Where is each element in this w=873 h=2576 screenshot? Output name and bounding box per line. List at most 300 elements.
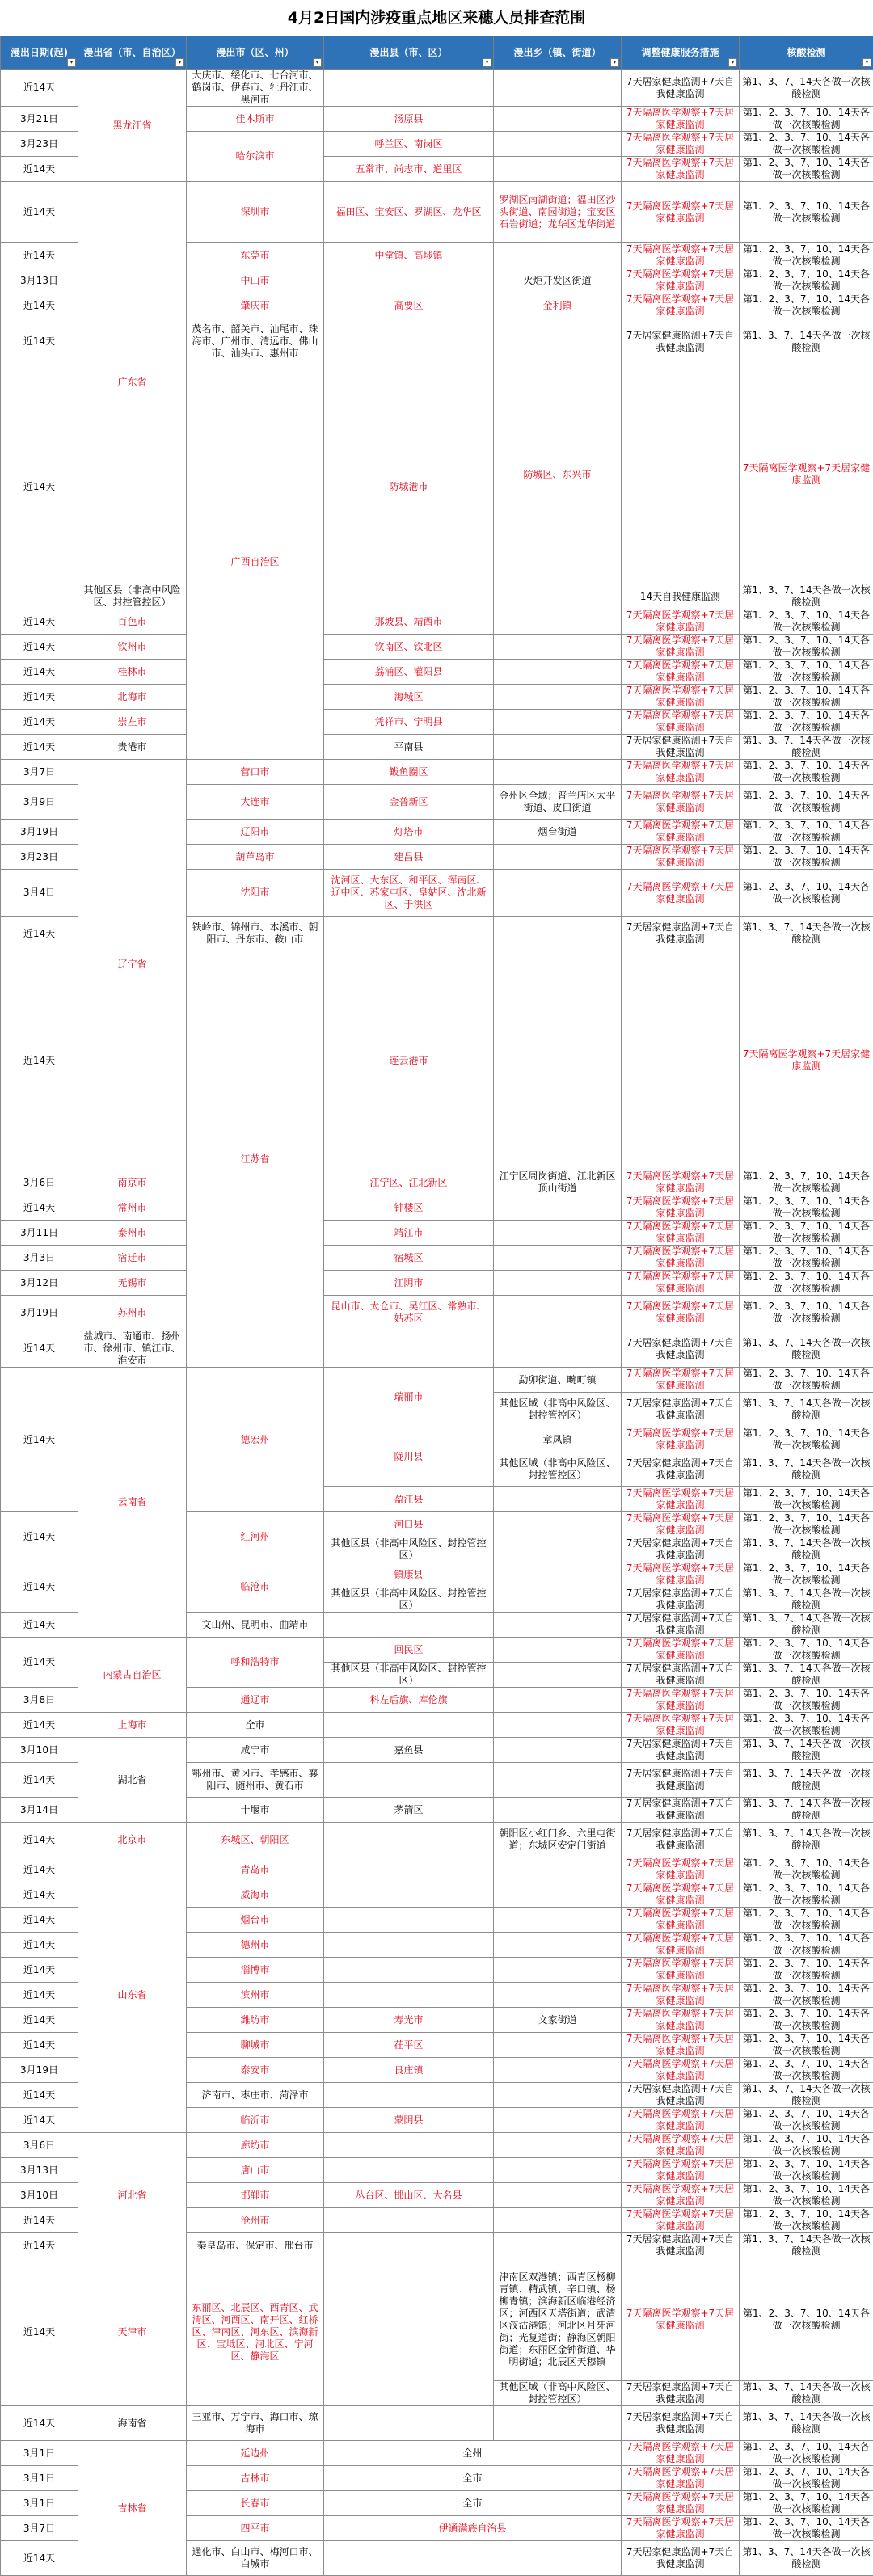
table-cell[interactable]: 中堂镇、高埗镇 [324,243,494,268]
table-cell[interactable]: 泰州市 [78,1221,187,1246]
table-cell[interactable]: 吉林省 [78,2441,187,2576]
header-cell[interactable] [1,36,78,70]
table-cell[interactable]: 三亚市、万宁市、海口市、琼海市 [187,2406,324,2441]
table-cell[interactable]: 第1、2、3、7、10、14天各做一次核酸检测 [740,1882,873,1908]
table-cell[interactable]: 那坡县、靖西市 [324,609,494,635]
table-cell[interactable]: 盐城市、南通市、扬州市、徐州市、镇江市、淮安市 [78,1330,187,1368]
table-cell[interactable]: 近14天 [1,157,78,182]
table-cell[interactable]: 红河州 [187,1512,324,1562]
table-cell[interactable]: 通化市、白山市、梅河口市、白城市 [187,2541,324,2576]
table-cell[interactable]: 常州市 [78,1195,187,1221]
table-cell[interactable]: 7天隔离医学观察+7天居家健康监测 [622,1713,740,1738]
table-cell[interactable]: 近14天 [1,917,78,951]
table-cell[interactable]: 临沂市 [187,2108,324,2133]
table-cell[interactable]: 7天居家健康监测+7天自我健康监测 [622,1452,740,1487]
table-cell[interactable]: 近14天 [1,1823,78,1857]
table-cell[interactable]: 近14天 [1,2033,78,2058]
table-cell[interactable]: 其他区县（非高中风险区、封控管控区） [78,584,187,609]
table-cell[interactable] [494,2083,622,2108]
table-cell[interactable]: 7天隔离医学观察+7天居家健康监测 [622,1983,740,2008]
table-cell[interactable]: 第1、3、7、14天各做一次核酸检测 [740,1587,873,1613]
table-cell[interactable]: 第1、3、7、14天各做一次核酸检测 [740,1613,873,1638]
table-cell[interactable]: 黑龙江省 [78,70,187,182]
table-cell[interactable]: 7天隔离医学观察+7天居家健康监测 [622,107,740,132]
table-cell[interactable]: 沈河区、大东区、和平区、浑南区、辽中区、苏家屯区、皇姑区、沈北新区、于洪区 [324,870,494,917]
table-cell[interactable]: 防城港市 [324,365,494,609]
table-cell[interactable]: 其他区县（非高中风险区、封控管控区） [324,1537,494,1562]
table-cell[interactable]: 勐卯街道、畹町镇 [494,1368,622,1393]
table-cell[interactable]: 7天隔离医学观察+7天居家健康监测 [622,1688,740,1713]
table-cell[interactable]: 近14天 [1,182,78,243]
table-cell[interactable]: 近14天 [1,1638,78,1688]
table-cell[interactable]: 7天隔离医学观察+7天居家健康监测 [622,1221,740,1246]
table-cell[interactable]: 第1、3、7、14天各做一次核酸检测 [740,1452,873,1487]
table-cell[interactable] [494,1587,622,1613]
table-cell[interactable]: 第1、2、3、7、10、14天各做一次核酸检测 [740,1983,873,2008]
table-cell[interactable] [494,1638,622,1663]
table-cell[interactable]: 第1、2、3、7、10、14天各做一次核酸检测 [740,2008,873,2033]
table-cell[interactable]: 陇川县 [324,1427,494,1487]
table-cell[interactable] [494,2058,622,2083]
table-cell[interactable]: 文家街道 [494,2008,622,2033]
table-cell[interactable]: 7天居家健康监测+7天自我健康监测 [622,735,740,760]
table-cell[interactable]: 崇左市 [78,710,187,735]
table-cell[interactable]: 汤原县 [324,107,494,132]
table-cell[interactable] [494,735,622,760]
table-cell[interactable]: 近14天 [1,318,78,365]
header-cell[interactable] [494,36,622,70]
table-cell[interactable]: 第1、2、3、7、10、14天各做一次核酸检测 [740,1368,873,1393]
table-cell[interactable]: 7天隔离医学观察+7天居家健康监测 [622,2183,740,2208]
table-cell[interactable]: 苏州市 [78,1296,187,1330]
table-cell[interactable]: 7天隔离医学观察+7天居家健康监测 [622,182,740,243]
table-cell[interactable]: 盈江县 [324,1487,494,1512]
table-cell[interactable]: 防城区、东兴市 [494,365,622,584]
table-cell[interactable]: 第1、2、3、7、10、14天各做一次核酸检测 [740,785,873,820]
table-cell[interactable]: 7天隔离医学观察+7天居家健康监测 [622,2491,740,2516]
table-cell[interactable]: 第1、2、3、7、10、14天各做一次核酸检测 [740,1713,873,1738]
table-cell[interactable]: 7天隔离医学观察+7天居家健康监测 [622,2108,740,2133]
table-cell[interactable]: 近14天 [1,2083,78,2108]
table-cell[interactable] [494,710,622,735]
table-cell[interactable]: 铁岭市、锦州市、本溪市、朝阳市、丹东市、鞍山市 [187,917,324,951]
table-cell[interactable]: 第1、2、3、7、10、14天各做一次核酸检测 [740,2258,873,2381]
table-cell[interactable]: 第1、3、7、14天各做一次核酸检测 [740,1798,873,1823]
table-cell[interactable]: 7天隔离医学观察+7天居家健康监测 [740,365,873,584]
table-cell[interactable]: 7天隔离医学观察+7天居家健康监测 [622,845,740,870]
table-cell[interactable]: 7天居家健康监测+7天自我健康监测 [622,1537,740,1562]
table-cell[interactable]: 7天隔离医学观察+7天居家健康监测 [622,1296,740,1330]
table-cell[interactable]: 沈阳市 [187,870,324,917]
table-cell[interactable]: 近14天 [1,2208,78,2233]
table-cell[interactable] [324,2208,494,2233]
table-cell[interactable]: 桂林市 [78,660,187,685]
table-cell[interactable]: 7天居家健康监测+7天自我健康监测 [622,1393,740,1427]
table-cell[interactable]: 第1、3、7、14天各做一次核酸检测 [740,2541,873,2576]
table-cell[interactable]: 近14天 [1,1368,78,1512]
table-cell[interactable]: 7天隔离医学观察+7天居家健康监测 [622,1195,740,1221]
table-cell[interactable]: 7天隔离医学观察+7天居家健康监测 [622,820,740,845]
table-cell[interactable]: 第1、2、3、7、10、14天各做一次核酸检测 [740,157,873,182]
table-cell[interactable]: 聊城市 [187,2033,324,2058]
table-cell[interactable]: 近14天 [1,710,78,735]
table-cell[interactable] [494,107,622,132]
table-cell[interactable]: 第1、3、7、14天各做一次核酸检测 [740,584,873,609]
table-cell[interactable] [494,635,622,660]
table-cell[interactable] [494,1221,622,1246]
table-cell[interactable]: 第1、2、3、7、10、14天各做一次核酸检测 [740,2133,873,2158]
table-cell[interactable]: 7天隔离医学观察+7天居家健康监测 [622,1170,740,1195]
table-cell[interactable]: 近14天 [1,70,78,107]
table-cell[interactable]: 东城区、朝阳区 [187,1823,324,1857]
table-cell[interactable]: 第1、3、7、14天各做一次核酸检测 [740,1763,873,1798]
table-cell[interactable] [494,609,622,635]
table-cell[interactable]: 第1、2、3、7、10、14天各做一次核酸检测 [740,1562,873,1587]
table-cell[interactable]: 长春市 [187,2491,324,2516]
filter-dropdown-icon[interactable]: ▾ [728,58,737,67]
table-cell[interactable]: 东莞市 [187,243,324,268]
table-cell[interactable] [324,1908,494,1933]
table-cell[interactable]: 江阴市 [324,1271,494,1296]
table-cell[interactable]: 嘉鱼县 [324,1738,494,1763]
table-cell[interactable]: 7天隔离医学观察+7天居家健康监测 [622,2033,740,2058]
table-cell[interactable]: 第1、2、3、7、10、14天各做一次核酸检测 [740,182,873,243]
table-cell[interactable] [494,1763,622,1798]
table-cell[interactable]: 7天隔离医学观察+7天居家健康监测 [622,2058,740,2083]
table-cell[interactable]: 3月19日 [1,820,78,845]
table-cell[interactable]: 钦南区、钦北区 [324,635,494,660]
table-cell[interactable]: 其他区域（非高中风险区、封控管控区） [494,2381,622,2406]
table-cell[interactable]: 第1、2、3、7、10、14天各做一次核酸检测 [740,132,873,157]
table-cell[interactable] [494,1246,622,1271]
table-cell[interactable]: 第1、2、3、7、10、14天各做一次核酸检测 [740,268,873,293]
table-cell[interactable]: 茅箭区 [324,1798,494,1823]
table-cell[interactable]: 3月11日 [1,1221,78,1246]
table-cell[interactable]: 良庄镇 [324,2058,494,2083]
header-cell[interactable] [324,36,494,70]
table-cell[interactable]: 其他区县（非高中风险区、封控管控区） [324,1663,494,1688]
table-cell[interactable]: 近14天 [1,609,78,635]
table-cell[interactable]: 3月9日 [1,785,78,820]
table-cell[interactable]: 近14天 [1,2541,78,2576]
table-cell[interactable]: 近14天 [1,2008,78,2033]
table-cell[interactable]: 金利镇 [494,293,622,318]
table-cell[interactable]: 近14天 [1,1933,78,1958]
table-cell[interactable]: 7天隔离医学观察+7天居家健康监测 [622,710,740,735]
table-cell[interactable] [494,318,622,365]
table-cell[interactable]: 辽阳市 [187,820,324,845]
table-cell[interactable]: 第1、3、7、14天各做一次核酸检测 [740,1738,873,1763]
table-cell[interactable]: 全市 [187,1713,324,1738]
table-cell[interactable]: 滨州市 [187,1983,324,2008]
table-cell[interactable]: 近14天 [1,1882,78,1908]
table-cell[interactable]: 福田区、宝安区、罗湖区、龙华区 [324,182,494,243]
table-cell[interactable]: 7天居家健康监测+7天自我健康监测 [622,2406,740,2441]
table-cell[interactable]: 平南县 [324,735,494,760]
table-cell[interactable]: 第1、2、3、7、10、14天各做一次核酸检测 [740,2108,873,2133]
table-cell[interactable]: 第1、2、3、7、10、14天各做一次核酸检测 [740,2491,873,2516]
table-cell[interactable] [494,685,622,710]
table-cell[interactable]: 7天隔离医学观察+7天居家健康监测 [622,293,740,318]
table-cell[interactable]: 科左后旗、库伦旗 [324,1688,494,1713]
table-cell[interactable]: 第1、2、3、7、10、14天各做一次核酸检测 [740,2033,873,2058]
table-cell[interactable]: 第1、2、3、7、10、14天各做一次核酸检测 [740,685,873,710]
table-cell[interactable]: 7天居家健康监测+7天自我健康监测 [622,1330,740,1368]
table-cell[interactable] [324,1983,494,2008]
table-cell[interactable]: 7天居家健康监测+7天自我健康监测 [622,2233,740,2258]
table-cell[interactable]: 第1、3、7、14天各做一次核酸检测 [740,2083,873,2108]
table-cell[interactable]: 罗湖区南湖街道；福田区沙头街道、南园街道；宝安区石岩街道；龙华区龙华街道 [494,182,622,243]
table-cell[interactable]: 营口市 [187,760,324,785]
table-cell[interactable]: 第1、2、3、7、10、14天各做一次核酸检测 [740,243,873,268]
table-cell[interactable]: 7天居家健康监测+7天自我健康监测 [622,917,740,951]
table-cell[interactable]: 第1、2、3、7、10、14天各做一次核酸检测 [740,710,873,735]
table-cell[interactable]: 7天隔离医学观察+7天居家健康监测 [622,1882,740,1908]
table-cell[interactable]: 第1、3、7、14天各做一次核酸检测 [740,2233,873,2258]
table-cell[interactable]: 7天隔离医学观察+7天居家健康监测 [622,635,740,660]
table-cell[interactable]: 无锡市 [78,1271,187,1296]
table-cell[interactable]: 7天隔离医学观察+7天居家健康监测 [622,1933,740,1958]
table-cell[interactable]: 7天隔离医学观察+7天居家健康监测 [622,157,740,182]
table-cell[interactable]: 五常市、尚志市、道里区 [324,157,494,182]
table-cell[interactable]: 钦州市 [78,635,187,660]
table-cell[interactable]: 7天隔离医学观察+7天居家健康监测 [622,132,740,157]
table-cell[interactable] [494,917,622,951]
table-cell[interactable]: 7天居家健康监测+7天自我健康监测 [622,1823,740,1857]
table-cell[interactable]: 7天隔离医学观察+7天居家健康监测 [622,243,740,268]
table-cell[interactable]: 河北省 [78,2133,187,2258]
table-cell[interactable]: 7天隔离医学观察+7天居家健康监测 [622,2441,740,2466]
table-cell[interactable]: 威海市 [187,1882,324,1908]
table-cell[interactable]: 第1、2、3、7、10、14天各做一次核酸检测 [740,1857,873,1882]
table-cell[interactable] [494,870,622,917]
table-cell[interactable]: 镇康县 [324,1562,494,1587]
table-cell[interactable]: 3月19日 [1,1296,78,1330]
table-cell[interactable]: 近14天 [1,735,78,760]
table-cell[interactable] [494,1958,622,1983]
table-cell[interactable]: 金普新区 [324,785,494,820]
table-cell[interactable]: 丛台区、邯山区、大名县 [324,2183,494,2208]
table-cell[interactable]: 东丽区、北辰区、西青区、武清区、河西区、南开区、红桥区、津南区、河东区、滨海新区、宝坻区、河北区、宁河区、静海区 [187,2258,324,2406]
table-cell[interactable]: 7天居家健康监测+7天自我健康监测 [622,70,740,107]
table-cell[interactable] [324,1882,494,1908]
table-cell[interactable]: 河口县 [324,1512,494,1537]
table-cell[interactable]: 第1、3、7、14天各做一次核酸检测 [740,1823,873,1857]
table-cell[interactable]: 7天居家健康监测+7天自我健康监测 [622,1613,740,1638]
table-cell[interactable]: 北京市 [78,1823,187,1857]
table-cell[interactable] [494,70,622,107]
table-cell[interactable] [494,1688,622,1713]
table-cell[interactable] [494,2133,622,2158]
table-cell[interactable]: 其他区县（非高中风险区、封控管控区） [324,1587,494,1613]
header-cell[interactable] [740,36,873,70]
table-cell[interactable]: 7天隔离医学观察+7天居家健康监测 [622,609,740,635]
table-cell[interactable]: 3月14日 [1,1798,78,1823]
table-cell[interactable]: 第1、2、3、7、10、14天各做一次核酸检测 [740,1195,873,1221]
table-cell[interactable]: 7天隔离医学观察+7天居家健康监测 [622,1487,740,1512]
table-cell[interactable]: 凭祥市、宁明县 [324,710,494,735]
header-cell[interactable] [78,36,187,70]
table-cell[interactable] [494,2183,622,2208]
table-cell[interactable]: 3月21日 [1,107,78,132]
table-cell[interactable]: 鲅鱼圈区 [324,760,494,785]
table-cell[interactable]: 金州区全域；普兰店区太平街道、皮口街道 [494,785,622,820]
table-cell[interactable]: 钟楼区 [324,1195,494,1221]
table-cell[interactable]: 7天居家健康监测+7天自我健康监测 [622,1663,740,1688]
table-cell[interactable]: 百色市 [78,609,187,635]
table-cell[interactable] [494,2033,622,2058]
table-cell[interactable] [324,1613,494,1638]
table-cell[interactable] [622,365,740,584]
table-cell[interactable]: 3月8日 [1,1688,78,1713]
table-cell[interactable]: 3月10日 [1,1738,78,1763]
table-cell[interactable]: 贵港市 [78,735,187,760]
table-cell[interactable]: 第1、2、3、7、10、14天各做一次核酸检测 [740,1221,873,1246]
table-cell[interactable]: 第1、2、3、7、10、14天各做一次核酸检测 [740,2441,873,2466]
table-cell[interactable]: 江苏省 [187,951,324,1368]
table-cell[interactable] [494,2158,622,2183]
table-cell[interactable]: 3月1日 [1,2466,78,2491]
table-cell[interactable]: 近14天 [1,685,78,710]
table-cell[interactable]: 7天隔离医学观察+7天居家健康监测 [622,1427,740,1452]
table-cell[interactable]: 近14天 [1,1330,78,1368]
table-cell[interactable] [494,1983,622,2008]
table-cell[interactable]: 潍坊市 [187,2008,324,2033]
table-cell[interactable] [494,1798,622,1823]
table-cell[interactable]: 淄博市 [187,1958,324,1983]
filter-dropdown-icon[interactable]: ▾ [313,58,322,67]
table-cell[interactable]: 7天隔离医学观察+7天居家健康监测 [622,1271,740,1296]
table-cell[interactable]: 第1、2、3、7、10、14天各做一次核酸检测 [740,1246,873,1271]
table-cell[interactable]: 3月6日 [1,1170,78,1195]
table-cell[interactable]: 第1、2、3、7、10、14天各做一次核酸检测 [740,2183,873,2208]
table-cell[interactable]: 第1、3、7、14天各做一次核酸检测 [740,1330,873,1368]
table-cell[interactable]: 沧州市 [187,2208,324,2233]
table-cell[interactable] [494,1713,622,1738]
table-cell[interactable]: 全市 [324,2491,622,2516]
table-cell[interactable]: 近14天 [1,1512,78,1562]
table-cell[interactable]: 近14天 [1,1958,78,1983]
table-cell[interactable]: 葫芦岛市 [187,845,324,870]
table-cell[interactable]: 第1、2、3、7、10、14天各做一次核酸检测 [740,635,873,660]
table-cell[interactable] [494,660,622,685]
table-cell[interactable]: 鄂州市、黄冈市、孝感市、襄阳市、随州市、黄石市 [187,1763,324,1798]
table-cell[interactable]: 7天隔离医学观察+7天居家健康监测 [622,1512,740,1537]
table-cell[interactable]: 第1、2、3、7、10、14天各做一次核酸检测 [740,1427,873,1452]
table-cell[interactable] [324,2133,494,2158]
table-cell[interactable]: 7天居家健康监测+7天自我健康监测 [622,1763,740,1798]
table-cell[interactable]: 邯郸市 [187,2183,324,2208]
table-cell[interactable] [494,1857,622,1882]
table-cell[interactable]: 第1、2、3、7、10、14天各做一次核酸检测 [740,1271,873,1296]
table-cell[interactable]: 近14天 [1,635,78,660]
table-cell[interactable]: 7天隔离医学观察+7天居家健康监测 [622,1958,740,1983]
filter-dropdown-icon[interactable]: ▾ [610,58,619,67]
table-cell[interactable] [324,1330,494,1368]
filter-dropdown-icon[interactable]: ▾ [175,58,184,67]
table-cell[interactable] [324,1823,494,1857]
table-cell[interactable]: 广西自治区 [187,365,324,760]
table-cell[interactable]: 7天隔离医学观察+7天居家健康监测 [622,660,740,685]
table-cell[interactable]: 建昌县 [324,845,494,870]
table-cell[interactable]: 宿城区 [324,1246,494,1271]
table-cell[interactable] [324,2158,494,2183]
table-cell[interactable]: 火炬开发区街道 [494,268,622,293]
table-cell[interactable] [494,1663,622,1688]
table-cell[interactable]: 连云港市 [324,951,494,1170]
table-cell[interactable]: 7天隔离医学观察+7天居家健康监测 [622,1368,740,1393]
table-cell[interactable]: 第1、2、3、7、10、14天各做一次核酸检测 [740,820,873,845]
table-cell[interactable]: 7天隔离医学观察+7天居家健康监测 [622,1857,740,1882]
table-cell[interactable]: 第1、3、7、14天各做一次核酸检测 [740,70,873,107]
table-cell[interactable]: 7天隔离医学观察+7天居家健康监测 [622,760,740,785]
table-cell[interactable]: 第1、2、3、7、10、14天各做一次核酸检测 [740,1487,873,1512]
table-cell[interactable]: 烟台街道 [494,820,622,845]
table-cell[interactable] [494,1882,622,1908]
table-cell[interactable]: 3月23日 [1,132,78,157]
table-cell[interactable] [494,1562,622,1587]
table-cell[interactable]: 7天隔离医学观察+7天居家健康监测 [622,2133,740,2158]
table-cell[interactable]: 近14天 [1,2406,78,2441]
table-cell[interactable]: 第1、2、3、7、10、14天各做一次核酸检测 [740,2158,873,2183]
table-cell[interactable]: 天津市 [78,2258,187,2406]
table-cell[interactable]: 四平市 [187,2516,324,2541]
table-cell[interactable]: 内蒙古自治区 [78,1638,187,1713]
table-cell[interactable]: 广东省 [78,182,187,584]
table-cell[interactable]: 第1、2、3、7、10、14天各做一次核酸检测 [740,2466,873,2491]
table-cell[interactable]: 茂名市、韶关市、汕尾市、珠海市、广州市、清远市、佛山市、汕头市、惠州市 [187,318,324,365]
table-cell[interactable]: 唐山市 [187,2158,324,2183]
table-cell[interactable]: 伊通满族自治县 [324,2516,622,2541]
table-cell[interactable]: 湖北省 [78,1738,187,1823]
table-cell[interactable]: 呼和浩特市 [187,1638,324,1688]
table-cell[interactable]: 3月23日 [1,845,78,870]
table-cell[interactable]: 全市 [324,2466,622,2491]
table-cell[interactable]: 7天隔离医学观察+7天居家健康监测 [622,1908,740,1933]
table-cell[interactable]: 瑞丽市 [324,1368,494,1427]
table-cell[interactable]: 上海市 [78,1713,187,1738]
table-cell[interactable]: 近14天 [1,1562,78,1613]
table-cell[interactable]: 江宁区、江北新区 [324,1170,494,1195]
table-cell[interactable] [324,1958,494,1983]
table-cell[interactable]: 哈尔滨市 [187,132,324,182]
filter-dropdown-icon[interactable]: ▾ [483,58,491,67]
table-cell[interactable]: 呼兰区、南岗区 [324,132,494,157]
header-cell[interactable] [187,36,324,70]
table-cell[interactable]: 文山州、昆明市、曲靖市 [187,1613,324,1638]
table-cell[interactable]: 延边州 [187,2441,324,2466]
table-cell[interactable]: 青岛市 [187,1857,324,1882]
table-cell[interactable] [494,1933,622,1958]
table-cell[interactable] [324,1857,494,1882]
table-cell[interactable]: 近14天 [1,1983,78,2008]
table-cell[interactable]: 灯塔市 [324,820,494,845]
table-cell[interactable]: 德州市 [187,1933,324,1958]
table-cell[interactable]: 第1、3、7、14天各做一次核酸检测 [740,1537,873,1562]
table-cell[interactable]: 近14天 [1,660,78,685]
table-cell[interactable]: 第1、3、7、14天各做一次核酸检测 [740,1393,873,1427]
table-cell[interactable]: 3月7日 [1,760,78,785]
table-cell[interactable]: 回民区 [324,1638,494,1663]
table-cell[interactable]: 通辽市 [187,1688,324,1713]
table-cell[interactable]: 3月13日 [1,268,78,293]
table-cell[interactable]: 海南省 [78,2406,187,2441]
table-cell[interactable]: 昆山市、太仓市、吴江区、常熟市、姑苏区 [324,1296,494,1330]
table-cell[interactable] [324,318,494,365]
table-cell[interactable] [494,760,622,785]
table-cell[interactable]: 肇庆市 [187,293,324,318]
table-cell[interactable]: 近14天 [1,1195,78,1221]
